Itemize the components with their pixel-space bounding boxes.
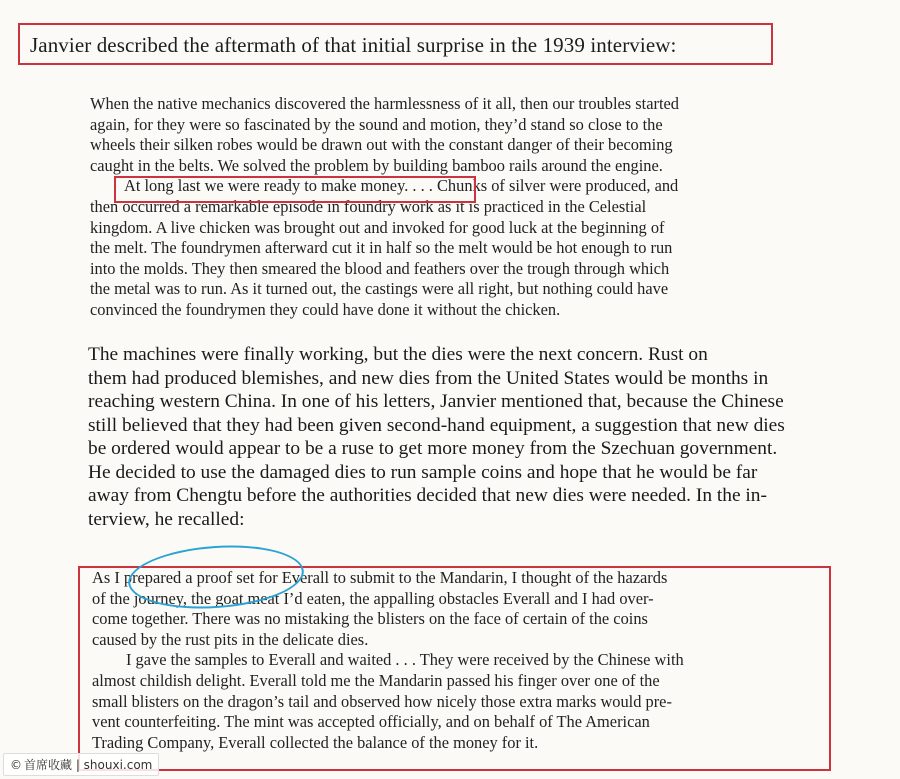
watermark-text: 首席收藏 | shouxi.com (24, 758, 153, 772)
quote-block-first (90, 94, 810, 321)
body-line: terview, he recalled: (88, 508, 245, 530)
quote-line: then occurred a remarkable episode in foundry work as it is practiced in the Celestial (90, 196, 647, 216)
quote-line: come together. There was no mistaking the blisters on the face of certain of the coins (92, 609, 648, 629)
body-line: away from Chengtu before the authorities decided that new dies were needed. In the in- (88, 485, 767, 506)
body-line: reaching western China. In one of his letters, Janvier mentioned that, because the Chinese (88, 391, 784, 412)
body-line: The machines were finally working, but the dies were the next concern. Rust on (88, 344, 708, 365)
body-line: He decided to use the damaged dies to run sample coins and hope that he would be far (88, 461, 758, 483)
quote-line: As I prepared a proof set for Everall to submit to the Mandarin, I thought of the hazards (92, 568, 668, 587)
copyright-icon: © (10, 758, 22, 772)
site-watermark (3, 753, 159, 776)
sentence-highlight-box (114, 176, 476, 203)
quote-line: again, for they were so fascinated by the sound and motion, they’d stand so close to the (90, 114, 663, 134)
quote-line: When the native mechanics discovered the harmlessness of it all, then our troubles started (90, 94, 679, 113)
body-line: them had produced blemishes, and new dies from the United States would be months in (88, 367, 769, 389)
quote-line: Trading Company, Everall collected the balance of the money for it. (92, 732, 539, 752)
quote-line: the melt. The foundrymen afterward cut it in half so the melt would be hot enough to run (90, 238, 673, 258)
quote-line: the metal was to run. As it turned out, the castings were all right, but nothing could have (90, 279, 669, 299)
body-paragraph (88, 343, 878, 531)
body-line: be ordered would appear to be a ruse to get more money from the Szechuan government. (88, 438, 778, 459)
body-line: still believed that they had been given second-hand equipment, a suggestion that new dies (88, 414, 785, 436)
quote-line: I gave the samples to Everall and waited . . . They were received by the Chinese with (126, 650, 684, 670)
quote-line: At long last we were ready to make money. . . . Chunks of silver were produced, and (124, 176, 679, 196)
quote-line: into the molds. They then smeared the blood and feathers over the trough through which (90, 258, 670, 278)
quote-line: convinced the foundrymen they could have done it without the chicken. (90, 299, 561, 319)
quote-line: vent counterfeiting. The mint was accepted officially, and on behalf of The American (92, 712, 650, 732)
quote-line: kingdom. A live chicken was brought out and invoked for good luck at the beginning of (90, 217, 665, 237)
quote-line: caught in the belts. We solved the problem by building bamboo rails around the engine. (90, 155, 663, 175)
quote-line: wheels their silken robes would be drawn out with the constant danger of their becoming (90, 135, 673, 155)
quote-line: caused by the rust pits in the delicate dies. (92, 629, 369, 649)
quote-line: small blisters on the dragon’s tail and observed how nicely those extra marks would pre- (92, 691, 672, 711)
heading-text: Janvier described the aftermath of that initial surprise in the 1939 interview: (30, 33, 677, 57)
quote-line: of the journey, the goat meat I’d eaten, the appalling obstacles Everall and I had over- (92, 588, 654, 608)
quote-line: almost childish delight. Everall told me the Mandarin passed his finger over one of the (92, 670, 660, 690)
